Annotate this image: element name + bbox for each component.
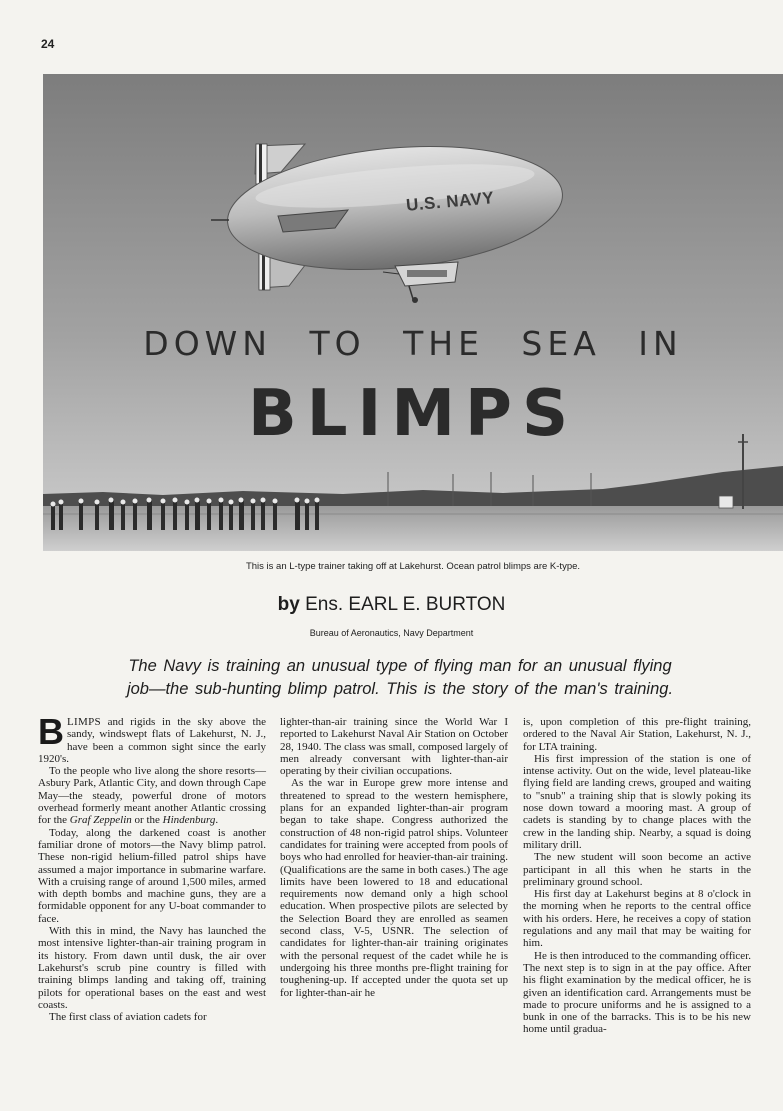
paragraph: Today, along the darkened coast is another familiar drone of motors—the Navy blimp patrol. These non-rigid helium-filled patrol ships have assumed a major importance in submarine warfare. With a cruising range of around 1,500 miles, armed with depth bombs and machine guns, they are a formidable opponent for any U-boat commander to face.	[38, 826, 266, 925]
blimp-photo-illustration	[43, 74, 783, 551]
blimp-photo	[43, 74, 783, 551]
paragraph-text: .	[215, 814, 219, 827]
standfirst-line-1: The Navy is training an unusual type of flying man for an unusual flying	[128, 657, 672, 675]
page-number: 24	[41, 37, 55, 51]
article-column-3	[523, 716, 751, 1036]
paragraph: His first impression of the station is one of intense activity. Out on the wide, level plateau-like flying field are landing crews, grouped and waiting to "snub" a training ship that is slowly poking its nose down toward a mooring mast. A group of cadets is standing by to change places with the crew in the landing ship. Nearby, a squad is doing military drill.	[523, 752, 751, 851]
headline-main: BLIMPS	[247, 377, 579, 451]
article-column-1	[38, 711, 266, 1024]
byline	[0, 594, 783, 616]
hull-marking: U.S. NAVY	[405, 188, 495, 215]
paragraph-text: To the people who live along the shore resorts—Asbury Park, Atlantic City, and down through Cape May—the steady, powerful drone of motors overhead formerly meant another Atlantic crossing for the	[38, 765, 266, 827]
author-name: Ens. EARL E. BURTON	[305, 594, 506, 615]
paragraph	[38, 765, 266, 826]
paragraph: lighter-than-air training since the World War I reported to Lakehurst Naval Air Station on October 28, 1940. The class was small, composed largely of men already conversant with lighter-than-air operating by their civilian occupations.	[280, 716, 508, 778]
paragraph: The new student will soon become an active participant in all this when he starts in the preliminary ground school.	[523, 851, 751, 888]
standfirst	[100, 655, 700, 701]
paragraph-text: or the	[131, 814, 163, 827]
paragraph: He is then introduced to the commanding officer. The next step is to sign in at the pay office. After his flight examination by the medical officer, he is given an identification card. Arrangements must be made to procure uniforms and he is assigned to a bunk in one of the barracks. This is to be his new home until gradua-	[523, 949, 751, 1036]
headline-top-line: DOWN TO THE SEA IN	[143, 324, 683, 363]
photo-caption: This is an L-type trainer taking off at Lakehurst. Ocean patrol blimps are K-type.	[245, 561, 581, 572]
paragraph	[38, 711, 266, 765]
standfirst-line-2: job—the sub-hunting blimp patrol. This is the story of the man's training.	[126, 680, 674, 698]
paragraph: With this in mind, the Navy has launched the most intensive lighter-than-air training program in its history. From dawn until dusk, the air over Lakehurst's scrub pine country is filled with training blimps landing and taking off, training pilots for operational bases on the east and west coasts.	[38, 925, 266, 1011]
drop-cap: B	[38, 711, 64, 752]
paragraph: is, upon completion of this pre-flight training, ordered to the Naval Air Station, Lakehurst, N. J., for LTA training.	[523, 716, 751, 753]
byline-prefix: by	[277, 594, 300, 615]
paragraph: As the war in Europe grew more intense and threatened to spread to the western hemisphere, plans for an expanded lighter-than-air program began to take shape. Congress authorized the construction of 48 non-rigid patrol ships. Volunteer candidates for training were accepted from pools of boys who had enrolled for heavier-than-air training. (Qualifications are the same in both cases.) The age limits have been lowered to 18 and educational requirements now demand only a high school education. When prospective pilots are selected by the Selection Board they are enrolled as seamen second class, V-5, USNR. The selection of candidates for lighter-than-air training originates with the personal request of the cadet while he is undergoing his three months pre-flight training for toughening-up. If accepted under the quota set up for lighter-than-air he	[280, 777, 508, 999]
author-affiliation: Bureau of Aeronautics, Navy Department	[309, 628, 474, 638]
paragraph: His first day at Lakehurst begins at 8 o'clock in the morning when he reports to the central office with his orders. Here, he receives a copy of station regulations and any mail that may be waiting for him.	[523, 888, 751, 950]
ship-name: Hindenburg	[162, 814, 216, 827]
paragraph-text: and rigids in the sky above the sandy, windswept flats of Lakehurst, N. J., have been a common sight since the early 1920's.	[38, 716, 266, 765]
lead-caps: LIMPS	[67, 716, 101, 728]
ship-name: Graf Zeppelin	[69, 814, 132, 827]
article-column-2	[280, 716, 508, 999]
paragraph: The first class of aviation cadets for	[49, 1011, 207, 1024]
